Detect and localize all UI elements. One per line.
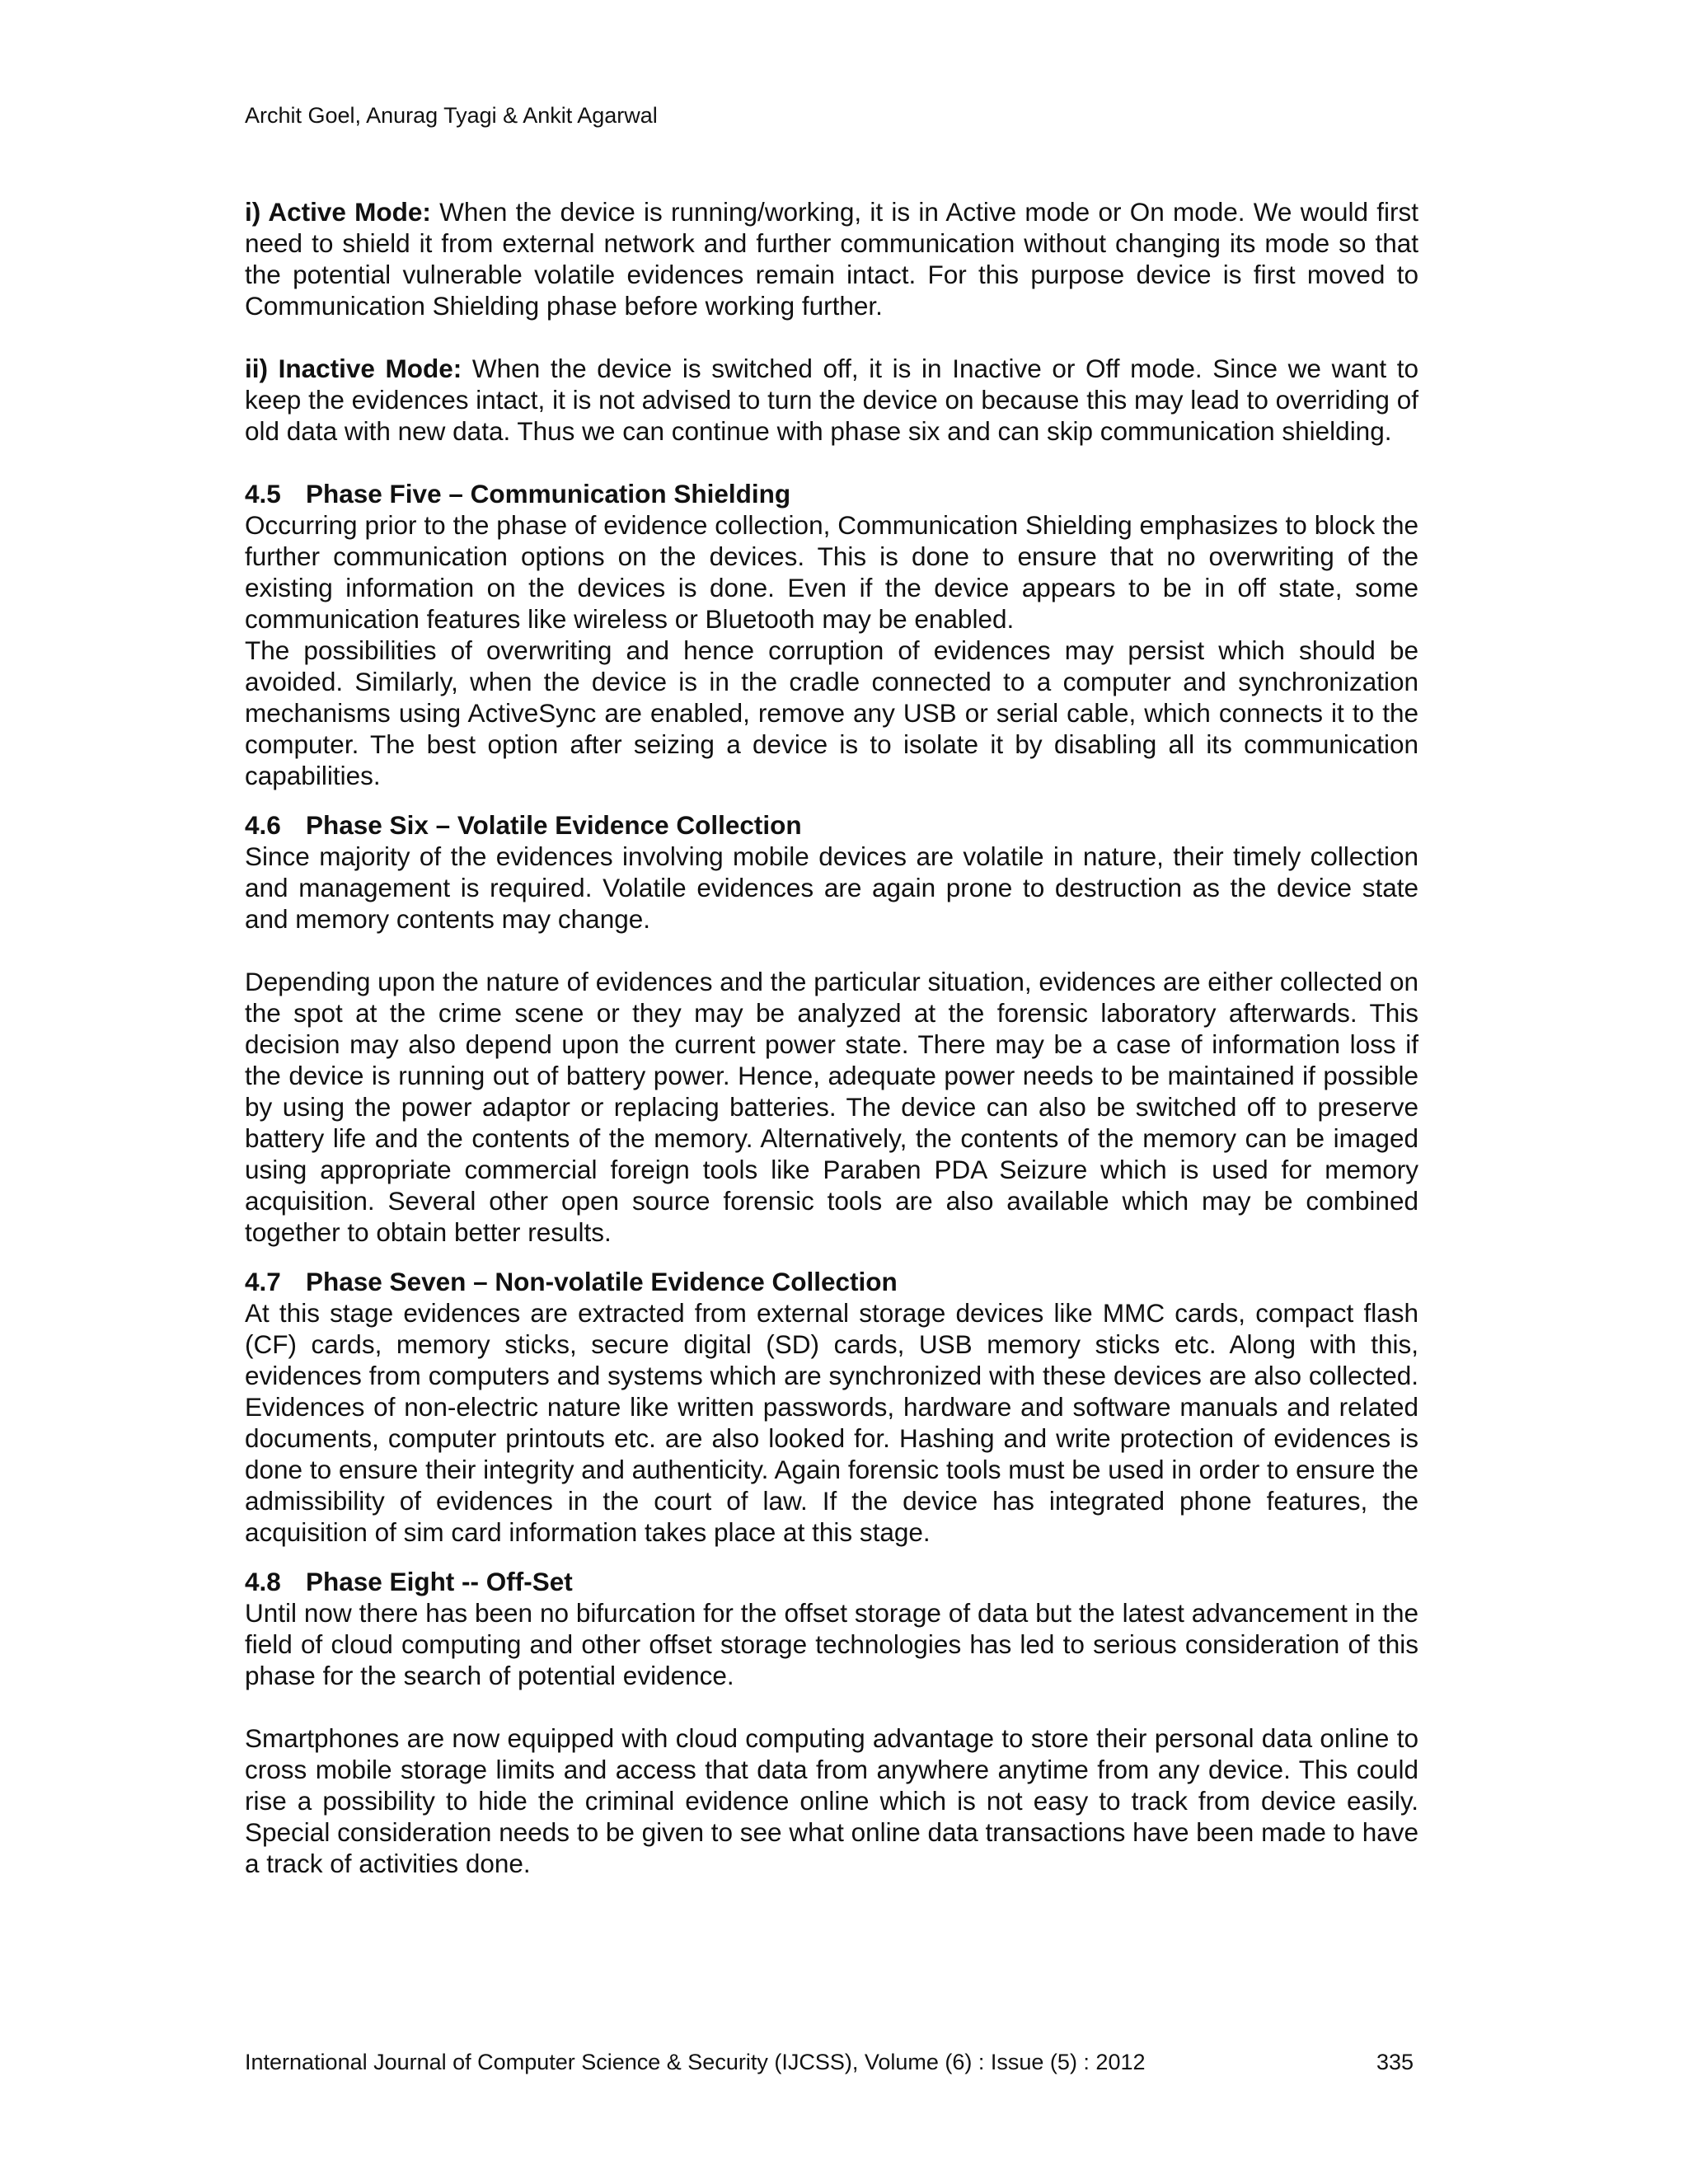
section-4-6-paragraph-2: Depending upon the nature of evidences and the particular situation, evidences are either collected on the spot at the crime scene or they may be analyzed at the forensic laboratory afterwards. This decision may also depend upon the current power state. There may be a case of information loss if the device is running out of battery power. Hence, adequate power needs to be maintained if possible by using the power adaptor or replacing batteries. The device can also be switched off to preserve battery life and the contents of the memory. Alternatively, the contents of the memory can be imaged using appropriate commercial foreign tools like Paraben PDA Seizure which is used for memory acquisition. Several other open source forensic tools are also available which may be combined together to obtain better results.: [245, 967, 1418, 1247]
running-footer: [245, 2046, 1418, 2079]
section-title: Phase Five – Communication Shielding: [306, 479, 791, 509]
section-title: Phase Six – Volatile Evidence Collection: [306, 810, 802, 840]
inactive-mode-paragraph: [245, 353, 1418, 447]
footer-journal: International Journal of Computer Science & Security (IJCSS), Volume (6) : Issue (5) : 2012: [245, 2050, 1146, 2074]
page-number: 335: [1376, 2050, 1414, 2074]
page-body: [245, 196, 1418, 1879]
inactive-mode-text: When the device is switched off, it is in Inactive or Off mode. Since we want to keep the evidences intact, it is not advised to turn the device on because this may lead to overriding of old data with new data. Thus we can continue with phase six and can skip communication shielding.: [245, 354, 1418, 446]
section-heading-4-8: [245, 1566, 1418, 1597]
section-4-8-paragraph-1: Until now there has been no bifurcation for the offset storage of data but the latest advancement in the field of cloud computing and other offset storage technologies has led to serious consideration of this phase for the search of potential evidence.: [245, 1598, 1418, 1690]
section-4-5-paragraph-1: Occurring prior to the phase of evidence collection, Communication Shielding emphasizes to block the further communication options on the devices. This is done to ensure that no overwriting of the existing information on the devices is done. Even if the device appears to be in off state, some communication features like wireless or Bluetooth may be enabled.: [245, 510, 1418, 634]
section-heading-4-6: [245, 809, 1418, 841]
section-heading-4-7: [245, 1266, 1418, 1297]
section-number: 4.5: [245, 479, 281, 509]
section-number: 4.8: [245, 1567, 281, 1596]
section-heading-4-5: [245, 478, 1418, 509]
inactive-mode-lead: ii) Inactive Mode:: [245, 354, 462, 383]
section-4-7-paragraph-1: At this stage evidences are extracted from external storage devices like MMC cards, compact flash (CF) cards, memory sticks, secure digital (SD) cards, USB memory sticks etc. Along with this, evidences from computers and systems which are synchronized with these devices are also collected. Evidences of non-electric nature like written passwords, hardware and software manuals and related documents, computer printouts etc. are also looked for. Hashing and write protection of evidences is done to ensure their integrity and authenticity. Again forensic tools must be used in order to ensure the admissibility of evidences in the court of law. If the device has integrated phone features, the acquisition of sim card information takes place at this stage.: [245, 1298, 1418, 1547]
section-title: Phase Eight -- Off-Set: [306, 1567, 573, 1596]
active-mode-text: When the device is running/working, it is in Active mode or On mode. We would first need to shield it from external network and further communication without changing its mode so that the potential vulnerable volatile evidences remain intact. For this purpose device is first moved to Communication Shielding phase before working further.: [245, 197, 1418, 321]
section-number: 4.7: [245, 1267, 281, 1296]
section-number: 4.6: [245, 810, 281, 840]
active-mode-paragraph: [245, 196, 1418, 321]
section-4-5-paragraph-2: The possibilities of overwriting and hence corruption of evidences may persist which should be avoided. Similarly, when the device is in the cradle connected to a computer and synchronization mechanisms using ActiveSync are enabled, remove any USB or serial cable, which connects it to the computer. The best option after seizing a device is to isolate it by disabling all its communication capabilities.: [245, 635, 1418, 790]
active-mode-lead: i) Active Mode:: [245, 197, 431, 227]
running-header: [245, 99, 658, 132]
section-4-6-paragraph-1: Since majority of the evidences involving mobile devices are volatile in nature, their timely collection and management is required. Volatile evidences are again prone to destruction as the device state and memory contents may change.: [245, 841, 1418, 934]
section-title: Phase Seven – Non-volatile Evidence Collection: [306, 1267, 898, 1296]
header-authors: Archit Goel, Anurag Tyagi & Ankit Agarwal: [245, 103, 658, 128]
section-4-8-paragraph-2: Smartphones are now equipped with cloud computing advantage to store their personal data online to cross mobile storage limits and access that data from anywhere anytime from any device. This could rise a possibility to hide the criminal evidence online which is not easy to track from device easily. Special consideration needs to be given to see what online data transactions have been made to have a track of activities done.: [245, 1723, 1418, 1878]
